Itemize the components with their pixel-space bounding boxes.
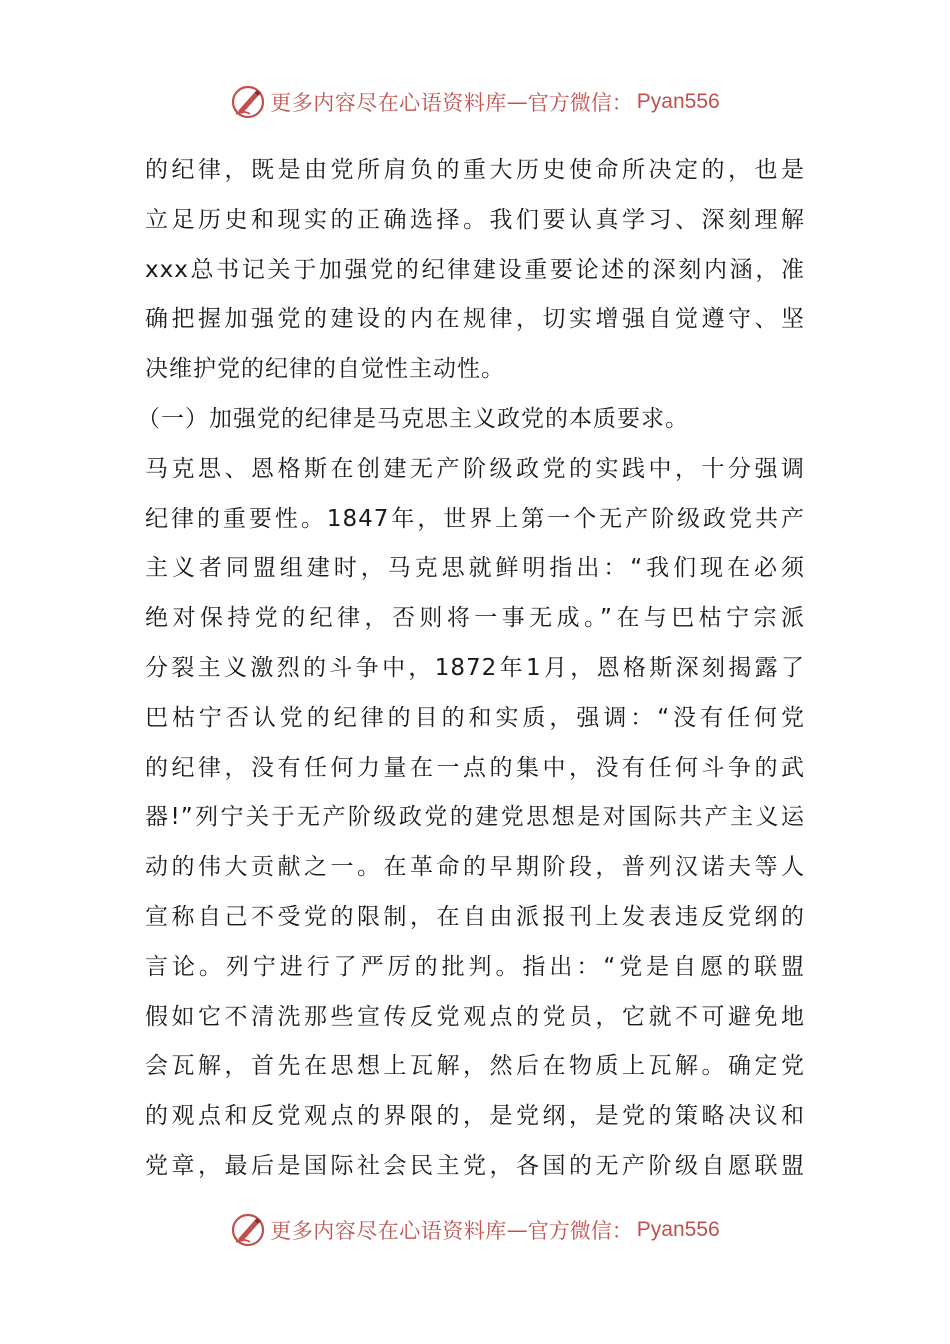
header-brand-text: 更多内容尽在心语资料库 <box>270 91 507 115</box>
pen-logo-icon <box>230 1212 266 1248</box>
body-line: 决维护党的纪律的自觉性主动性。 <box>145 356 505 383</box>
body-line: 言论。列宁进行了严厉的批判。指出：“党是自愿的联盟 <box>145 953 805 980</box>
body-line: 的纪律，既是由党所肩负的重大历史使命所决定的，也是 <box>145 157 805 183</box>
header-dash: — <box>506 90 528 114</box>
body-line: 马克思、恩格斯在创建无产阶级政党的实践中，十分强调 <box>145 455 805 482</box>
body-line: 宣称自己不受党的限制，在自由派报刊上发表违反党纲的 <box>145 903 805 930</box>
body-line: 主义者同盟组建时，马克思就鲜明指出：“我们现在必须 <box>145 555 805 582</box>
footer-wechat-label: 官方微信： <box>527 1219 633 1243</box>
document-body <box>137 146 805 1192</box>
body-line: 的观点和反党观点的界限的，是党纲，是党的策略决议和 <box>145 1103 805 1130</box>
body-line: 的纪律，没有任何力量在一点的集中，没有任何斗争的武 <box>145 754 805 781</box>
footer-wechat-id: Pyan556 <box>636 1218 720 1241</box>
footer-dash: — <box>506 1218 528 1242</box>
body-line: 会瓦解，首先在思想上瓦解，然后在物质上瓦解。确定党 <box>145 1053 805 1080</box>
header-wechat-label: 官方微信： <box>527 91 633 115</box>
footer-watermark <box>0 1208 950 1252</box>
body-line: 器!”列宁关于无产阶级政党的建党思想是对国际共产主义运 <box>145 804 805 831</box>
header-wechat-id: Pyan556 <box>636 90 720 113</box>
body-line: 确把握加强党的建设的内在规律，切实增强自觉遵守、坚 <box>145 306 805 333</box>
body-line: 党章，最后是国际社会民主党，各国的无产阶级自愿联盟 <box>145 1152 805 1179</box>
body-line: 绝对保持党的纪律，否则将一事无成。”在与巴枯宁宗派 <box>145 605 805 632</box>
header-watermark <box>0 80 950 124</box>
body-line: 假如它不清洗那些宣传反党观点的党员，它就不可避免地 <box>145 1003 805 1030</box>
pen-logo-icon <box>230 84 266 120</box>
footer-brand-text: 更多内容尽在心语资料库 <box>270 1219 507 1243</box>
body-line: 巴枯宁否认党的纪律的目的和实质，强调：“没有任何党 <box>145 704 805 731</box>
body-line: 立足历史和现实的正确选择。我们要认真学习、深刻理解 <box>145 206 805 233</box>
body-line: xxx总书记关于加强党的纪律建设重要论述的深刻内涵，准 <box>145 256 805 283</box>
body-line: 分裂主义激烈的斗争中，1872年1月，恩格斯深刻揭露了 <box>145 654 805 681</box>
body-line: 动的伟大贡献之一。在革命的早期阶段，普列汉诺夫等人 <box>145 854 805 881</box>
section-heading: （一）加强党的纪律是马克思主义政党的本质要求。 <box>137 405 689 432</box>
body-line: 纪律的重要性。1847年，世界上第一个无产阶级政党共产 <box>145 505 805 532</box>
